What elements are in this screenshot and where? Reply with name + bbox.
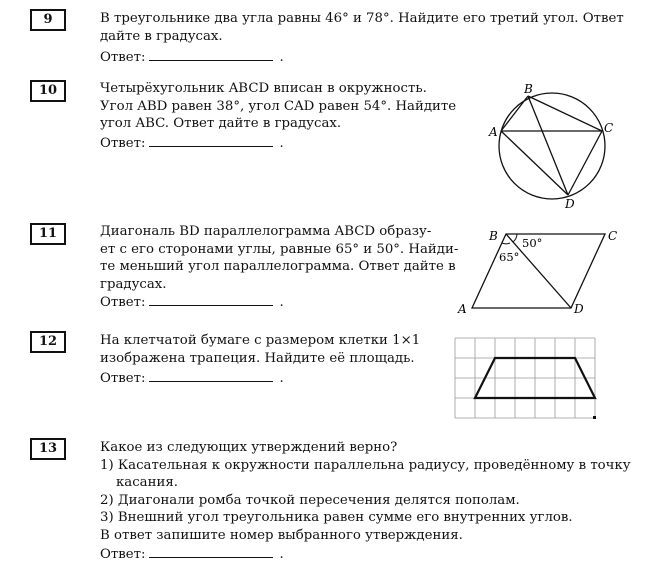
answer-field[interactable] <box>149 369 273 382</box>
vertex-label-c: C <box>608 229 618 243</box>
answer-end: . <box>279 295 284 310</box>
answer-row <box>100 293 284 310</box>
task-text-line: Какое из следующих утверждений верно? <box>100 440 398 455</box>
grid-corner-mark <box>593 416 596 419</box>
task-text-line: угол ABC. Ответ дайте в градусах. <box>100 116 342 131</box>
answer-end: . <box>279 371 284 386</box>
segment-cd <box>568 131 602 195</box>
answer-label: Ответ: <box>100 50 146 65</box>
task-number: 11 <box>30 223 66 245</box>
vertex-label-d: D <box>574 302 584 316</box>
task-text-line: В треугольнике два угла равны 46° и 78°. Найдите его третий угол. Ответ <box>100 11 624 26</box>
task-footer: В ответ запишите номер выбранного утверждения. <box>100 527 463 543</box>
answer-end: . <box>279 547 284 562</box>
grid-trapezoid-figure <box>450 333 610 423</box>
answer-end: . <box>279 136 284 151</box>
vertex-label-b: B <box>524 82 533 96</box>
statement-item: 1) Касательная к окружности параллельна радиусу, проведённому в точку касания. <box>100 457 631 490</box>
answer-row <box>100 545 284 562</box>
answer-row <box>100 48 284 65</box>
task-text-line: На клетчатой бумаге с размером клетки 1×1 <box>100 333 421 348</box>
answer-end: . <box>279 50 284 65</box>
answer-label: Ответ: <box>100 371 146 386</box>
answer-row <box>100 134 284 151</box>
segment-ad <box>501 131 568 195</box>
answer-row <box>100 369 284 386</box>
task-text-line: Диагональ BD параллелограмма ABCD образу- <box>100 224 432 239</box>
task-text-line: дайте в градусах. <box>100 28 223 44</box>
task-number: 9 <box>30 9 66 31</box>
task-text <box>100 10 624 45</box>
task-text <box>100 223 458 293</box>
task-text-line: ет с его сторонами углы, равные 65° и 50°. Найди- <box>100 241 459 257</box>
task-text <box>100 80 456 133</box>
vertex-label-d: D <box>565 197 575 210</box>
answer-field[interactable] <box>149 293 273 306</box>
angle-label-50: 50° <box>522 236 543 250</box>
answer-field[interactable] <box>149 545 273 558</box>
vertex-label-a: A <box>458 302 467 316</box>
segment-bc <box>528 96 602 131</box>
task-text-line: градусах. <box>100 276 167 292</box>
vertex-label-a: A <box>489 125 498 139</box>
task-number: 10 <box>30 80 66 102</box>
task-text-line: Угол ABD равен 38°, угол CAD равен 54°. Найдите <box>100 98 457 114</box>
task-number: 13 <box>30 438 66 460</box>
vertex-label-b: B <box>489 229 498 243</box>
vertex-label-c: C <box>604 121 614 135</box>
answer-label: Ответ: <box>100 136 146 151</box>
answer-field[interactable] <box>149 48 273 61</box>
angle-label-65: 65° <box>499 250 520 264</box>
inscribed-quadrilateral-figure <box>480 80 620 210</box>
segment-bd <box>528 96 568 195</box>
task-text-line: те меньший угол параллелограмма. Ответ дайте в <box>100 259 456 274</box>
circle-outline <box>499 93 605 199</box>
segment-ab <box>501 96 528 131</box>
angle-arc-50 <box>513 234 517 242</box>
angle-arc-65 <box>502 243 510 244</box>
answer-label: Ответ: <box>100 547 146 562</box>
task-text <box>100 332 420 367</box>
statement-item: 3) Внешний угол треугольника равен сумме его внутренних углов. <box>100 510 573 525</box>
grid-lines <box>455 338 595 418</box>
answer-label: Ответ: <box>100 295 146 310</box>
task-text-line: Четырёхугольник ABCD вписан в окружность. <box>100 81 427 96</box>
statement-item: 2) Диагонали ромба точкой пересечения делятся пополам. <box>100 492 520 508</box>
parallelogram-figure <box>455 225 625 320</box>
task-text <box>100 439 631 544</box>
task-number: 12 <box>30 331 66 353</box>
task-text-line: изображена трапеция. Найдите её площадь. <box>100 350 415 366</box>
answer-field[interactable] <box>149 134 273 147</box>
